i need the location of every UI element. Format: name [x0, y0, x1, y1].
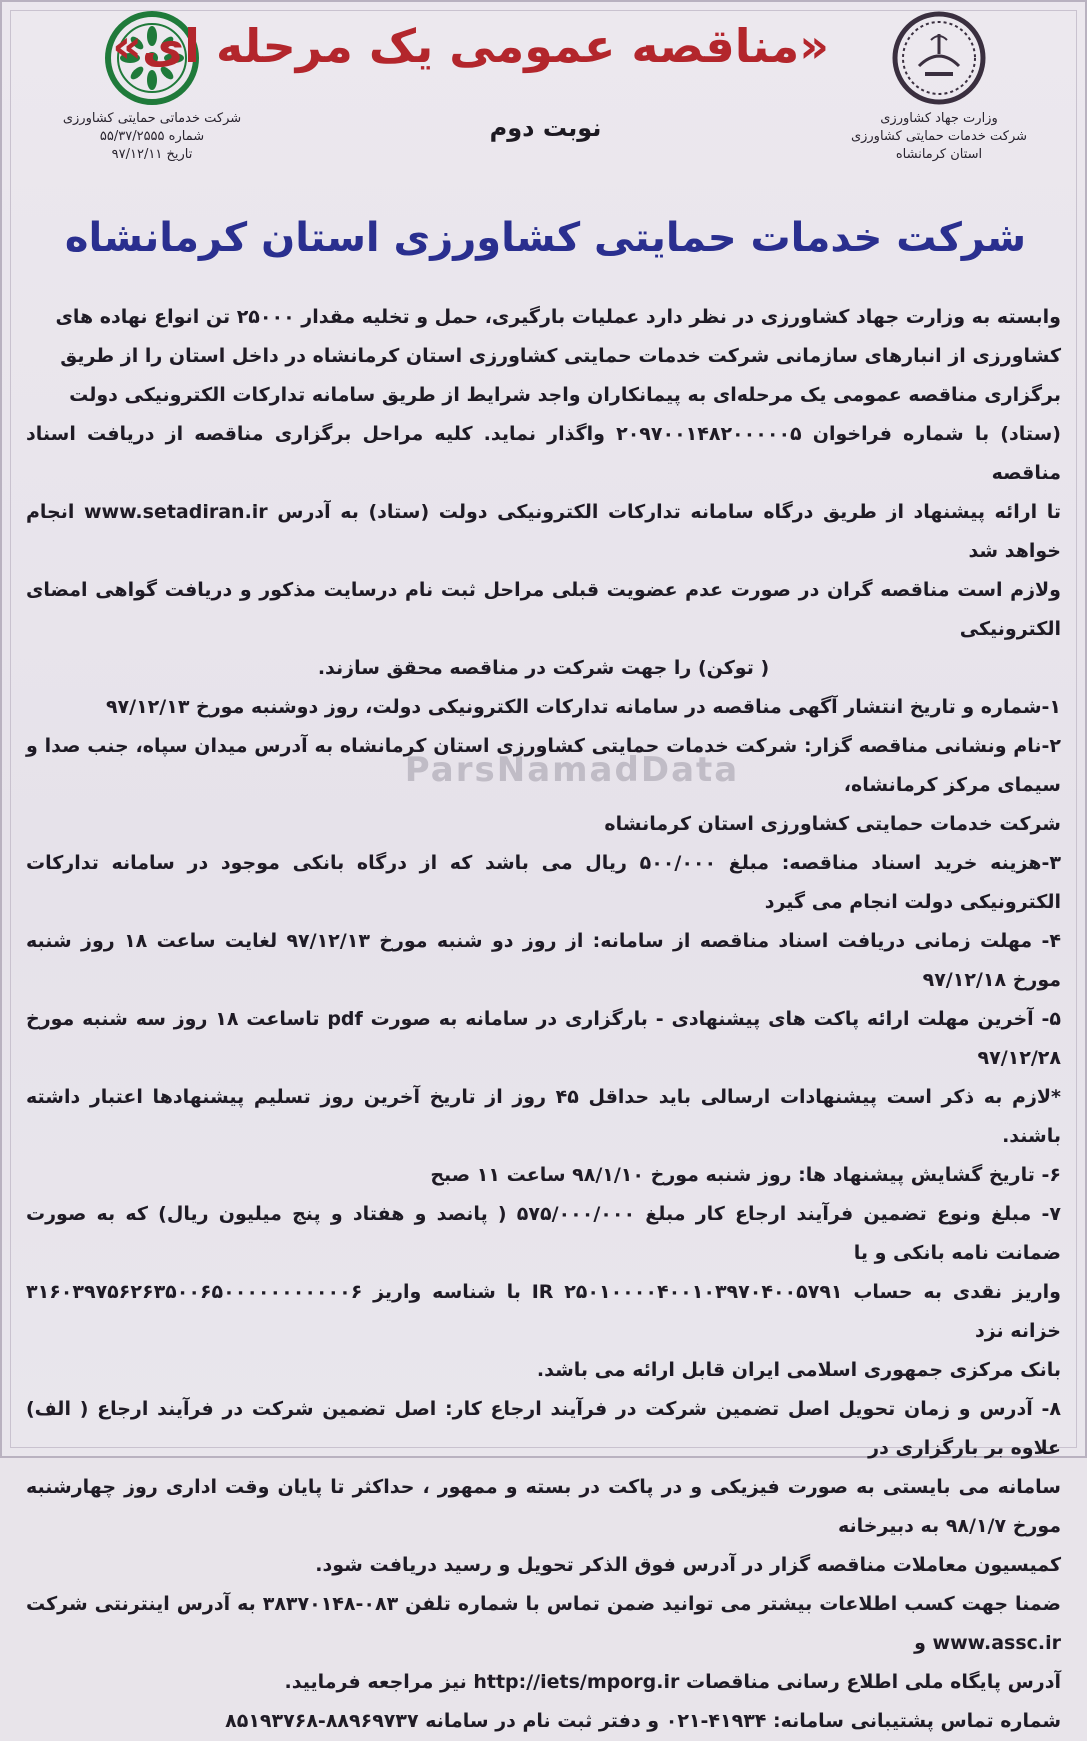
- header: [2, 2, 1087, 261]
- list-item: بانک مرکزی جمهوری اسلامی ایران قابل ارائه می باشد.: [536, 1359, 1061, 1381]
- list-item: ضمنا جهت کسب اطلاعات بیشتر می توانید ضمن تماس با شماره تلفن ۰۸۳-۳۸۳۷۰۱۴۸ به آدرس اینترنتی شرکت www.assc.ir و: [26, 1593, 1061, 1654]
- logo-right-province: استان کرمانشاه: [895, 147, 983, 162]
- intro-line: برگزاری مناقصه عمومی یک مرحله‌ای به پیمانکاران واجد شرایط از طریق سامانه تدارکات الکترونیکی دولت: [69, 384, 1061, 406]
- logo-left-number: شماره ۵۵/۳۷/۲۵۵۵: [99, 129, 205, 144]
- list-item: شماره تماس پشتیبانی سامانه: ۴۱۹۳۴-۰۲۱ و دفتر ثبت نام در سامانه ۸۸۹۶۹۷۳۷-۸۵۱۹۳۷۶۸: [225, 1710, 1061, 1732]
- list-item: ۱-شماره و تاریخ انتشار آگهی مناقصه در سامانه تدارکات الکترونیکی دولت، روز دوشنبه مورخ ۹۷/۱۲/۱۳: [105, 696, 1061, 718]
- logo-right-org: شرکت خدمات حمایتی کشاورزی: [850, 129, 1028, 144]
- main-title: «مناقصه عمومی یک مرحله ای»: [112, 19, 829, 73]
- list-item: شرکت خدمات حمایتی کشاورزی استان کرمانشاه: [604, 813, 1061, 835]
- logo-left-org: شرکت خدماتی حمایتی کشاورزی: [62, 111, 242, 126]
- watermark: ParsNamadData: [404, 750, 740, 790]
- intro-line: تا ارائه پیشنهاد از طریق درگاه سامانه تدارکات الکترونیکی دولت (ستاد) به آدرس www.setadiran.ir انجام خواهد شد: [26, 501, 1061, 562]
- list-item: ۴- مهلت زمانی دریافت اسناد مناقصه از سامانه: از روز دو شنبه مورخ ۹۷/۱۲/۱۳ لغایت ساعت ۱۸ روز شنبه مورخ ۹۷/۱۲/۱۸: [26, 930, 1061, 991]
- round-label: نوبت دوم: [489, 114, 602, 142]
- list-item: سامانه می بایستی به صورت فیزیکی و در پاکت در بسته و ممهور ، حداکثر تا پایان وقت اداری روز چهارشنبه مورخ ۹۸/۱/۷ به دبیرخانه: [26, 1476, 1061, 1537]
- intro-line: (ستاد) با شماره فراخوان ۲۰۹۷۰۰۱۴۸۲۰۰۰۰۰۵ واگذار نماید. کلیه مراحل برگزاری مناقصه از دریافت اسناد مناقصه: [26, 423, 1061, 484]
- intro-line: ولازم است مناقصه گران در صورت عدم عضویت قبلی مراحل ثبت نام درسایت مذکور و دریافت گواهی امضای الکترونیکی: [26, 579, 1061, 640]
- logo-left-date: تاریخ ۹۷/۱۲/۱۱: [111, 147, 193, 162]
- list-item: ۶- تاریخ گشایش پیشنهاد ها: روز شنبه مورخ ۹۸/۱/۱۰ ساعت ۱۱ صبح: [430, 1164, 1061, 1186]
- list-item: کمیسیون معاملات مناقصه گزار در آدرس فوق الذکر تحویل و رسید دریافت شود.: [315, 1554, 1061, 1576]
- logo-right-ministry: وزارت جهاد کشاورزی: [880, 111, 998, 126]
- logo-right: [819, 10, 1059, 164]
- list-item: ۵- آخرین مهلت ارائه پاکت های پیشنهادی - بارگزاری در سامانه به صورت pdf تاساعت ۱۸ روز سه شنبه مورخ ۹۷/۱۲/۲۸: [26, 1008, 1061, 1069]
- list-item: آدرس پایگاه ملی اطلاع رسانی مناقصات http://iets/mporg.ir نیز مراجعه فرمایید.: [284, 1671, 1061, 1693]
- intro-line: ( توکن) را جهت شرکت در مناقصه محقق سازند.: [317, 657, 770, 679]
- intro-line: کشاورزی از انبارهای سازمانی شرکت خدمات حمایتی کشاورزی استان کرمانشاه در داخل استان را از طریق: [60, 345, 1061, 367]
- list-item: ۲-نام ونشانی مناقصه گزار: شرکت خدمات حمایتی کشاورزی استان کرمانشاه به آدرس میدان سپاه، جنب صدا و سیمای مرکز کرمانشاه،: [26, 735, 1061, 796]
- jahad-keshavarzi-emblem-icon: [891, 10, 987, 106]
- list-item: ۳-هزینه خرید اسناد مناقصه: مبلغ ۵۰۰/۰۰۰ ریال می باشد که از درگاه بانکی موجود در سامانه تدارکات الکترونیکی دولت انجام می گیرد: [26, 852, 1061, 913]
- list-item: ۸- آدرس و زمان تحویل اصل تضمین شرکت در فرآیند ارجاع کار: اصل تضمین شرکت در فرآیند ارجاع ( الف) علاوه بر بارگزاری در: [26, 1398, 1061, 1459]
- list-item: ۷- مبلغ ونوع تضمین فرآیند ارجاع کار مبلغ ۵۷۵/۰۰۰/۰۰۰ ( پانصد و هفتاد و پنج میلیون ریال) که به صورت ضمانت نامه بانکی و یا: [26, 1203, 1061, 1264]
- list-item: واریز نقدی به حساب ۲۵۰۱۰۰۰۰۴۰۰۱۰۳۹۷۰۴۰۰۵۷۹۱ IR با شناسه واریز ۳۱۶۰۳۹۷۵۶۲۶۳۵۰۰۶۵۰۰۰۰۰۰۰۰۰۰۰۶ خزانه نزد: [26, 1281, 1061, 1342]
- company-title: شرکت خدمات حمایتی کشاورزی استان کرمانشاه: [64, 215, 1027, 261]
- list-item: *لازم به ذکر است پیشنهادات ارسالی باید حداقل ۴۵ روز از تاریخ آخرین روز تسلیم پیشنهادها اعتبار داشته باشند.: [26, 1086, 1061, 1147]
- intro-line: وابسته به وزارت جهاد کشاورزی در نظر دارد عملیات بارگیری، حمل و تخلیه مقدار ۲۵۰۰۰ تن انواع نهاده های: [55, 306, 1061, 328]
- notice-body: [26, 298, 1061, 1741]
